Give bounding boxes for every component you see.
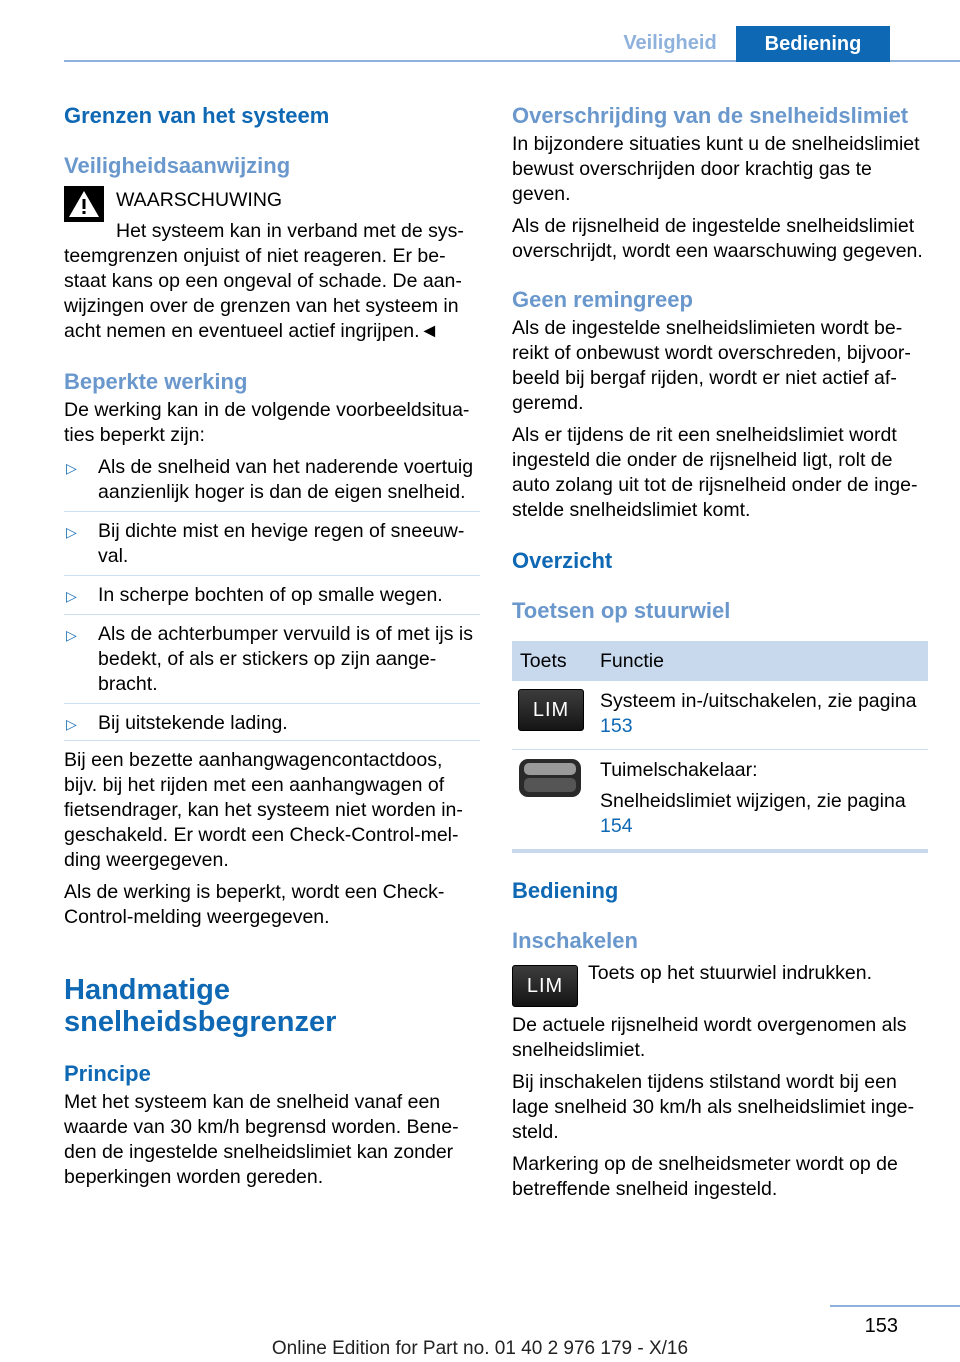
row2-function-title: Tuimelschakelaar: [600,759,758,781]
page-link-154[interactable]: 154 [600,815,633,837]
lim-button-icon: LIM [518,689,584,731]
list-separator [64,614,480,615]
beperkt-intro: De werking kan in de volgende voorbeeldsituaties beperkt zijn: [64,399,470,446]
warning-title: WAARSCHUWING [116,189,283,211]
list-separator [64,511,480,512]
heading-beperkte-werking: Beperkte werking [64,369,248,394]
triangle-bullet-icon: ▷ [66,460,77,476]
column-header-functie: Functie [592,641,928,681]
heading-geen-remingreep: Geen remingreep [512,287,693,312]
list-end-separator [64,740,480,741]
list-item: ▷ Als de snelheid van het naderende voertuig aanzienlijk hoger is dan de eigen snelheid. [66,456,474,503]
table-end-rule [512,849,928,853]
triangle-bullet-icon: ▷ [66,524,77,540]
paragraph-remingreep-2: Als er tijdens de rit een snelheidslimiet wordt ingesteld die onder de rijsnelheid ligt, rolt de auto zolang uit tot de rijsnelheid onder de ingestelde snelheidslimiet komt. [512,424,918,521]
paragraph-inschakelen-2: Bij inschakelen tijdens stilstand wordt bij een lage snelheid 30 km/h als snelheidslimiet ingesteld. [512,1071,915,1143]
bullet-list [64,455,480,736]
paragraph-aanhangwagen: Bij een bezette aanhangwagencontactdoos, bijv. bij het rijden met een aanhangwagen of fietsendrager, kan het systeem niet worden ingeschakeld. Er wordt een Check-Control-melding weergegeven. [64,749,463,871]
list-separator [64,703,480,704]
paragraph-principe: Met het systeem kan de snelheid vanaf een waarde van 30 km/h begrensd worden. Beneden de ingestelde snelheidslimiet kan zonder beperkingen worden gereden. [64,1091,459,1188]
list-item: ▷ Bij dichte mist en hevige regen of sneeuwval. [66,520,465,567]
paragraph-inschakelen-3: Markering op de snelheidsmeter wordt op de betreffende snelheid ingesteld. [512,1153,898,1200]
heading-inschakelen: Inschakelen [512,928,638,953]
list-separator [64,575,480,576]
lim-instruction-text: Toets op het stuurwiel indrukken. [588,962,872,984]
heading-overzicht: Overzicht [512,548,613,573]
heading-overschrijding: Overschrijding van de snelheidslimiet [512,103,909,128]
paragraph-overschrijding-2: Als de rijsnelheid de ingestelde snelheidslimiet overschrijdt, wordt een waarschuwing gegeven. [512,215,923,262]
heading-grenzen: Grenzen van het systeem [64,103,330,128]
row1-function-text: Systeem in-/uitschakelen, zie pagina [600,690,917,712]
heading-veiligheidsaanwijzing: Veiligheidsaanwijzing [64,153,291,178]
heading-bediening: Bediening [512,878,619,903]
row2-function-text: Snelheidslimiet wijzigen, zie pagina [600,790,906,812]
column-header-toets: Toets [512,641,592,681]
heading-handmatige: Handmatige snelheidsbegrenzer [64,974,337,1038]
triangle-bullet-icon: ▷ [66,627,77,643]
heading-principe: Principe [64,1061,151,1086]
list-item: ▷ In scherpe bochten of op smalle wegen. [64,583,480,608]
tab-bediening[interactable]: Bediening [736,26,890,62]
table-row [512,681,928,750]
rocker-switch-icon [518,758,582,798]
left-column [64,100,480,1190]
paragraph-overschrijding-1: In bijzondere situaties kunt u de snelheidslimiet bewust overschrijden door krachtig gas te geven. [512,133,920,205]
paragraph-inschakelen-1: De actuele rijsnelheid wordt overgenomen als snelheidslimiet. [512,1014,907,1061]
heading-toetsen: Toetsen op stuurwiel [512,598,731,623]
triangle-bullet-icon: ▷ [66,588,77,604]
right-column [512,100,928,1202]
page-number: 153 [864,1315,898,1337]
tab-veiligheid[interactable]: Veiligheid [623,31,717,54]
warning-text: Het systeem kan in verband met de systeemgrenzen onjuist of niet reageren. Er bestaat kans op een ongeval of schade. De aanwijzingen over de grenzen van het systeem in acht nemen en eventueel actief ingrijpen.◄ [64,220,464,342]
edition-footer: Online Edition for Part no. 01 40 2 976 179 - X/16 [271,1338,689,1359]
paragraph-check-control: Als de werking is beperkt, wordt een Check-Control-melding weergegeven. [64,881,445,928]
page-link-153[interactable]: 153 [600,715,633,737]
warning-block [64,188,480,344]
paragraph-remingreep-1: Als de ingestelde snelheidslimieten wordt bereikt of onbewust wordt overschreden, bijvoorbeeld bij bergaf rijden, wordt er niet actief afgeremd. [512,317,911,414]
list-item: ▷ Bij uitstekende lading. [64,711,480,736]
lim-instruction [512,961,928,1005]
triangle-bullet-icon: ▷ [66,716,77,732]
footer-rule [830,1305,960,1307]
list-item: ▷ Als de achterbumper vervuild is of met ijs is bedekt, of als er stickers op zijn aangebracht. [66,623,473,695]
keys-table [512,641,928,849]
table-header-row [512,641,928,681]
warning-triangle-icon [64,186,104,222]
table-row [512,750,928,850]
lim-button-icon: LIM [512,965,578,1007]
